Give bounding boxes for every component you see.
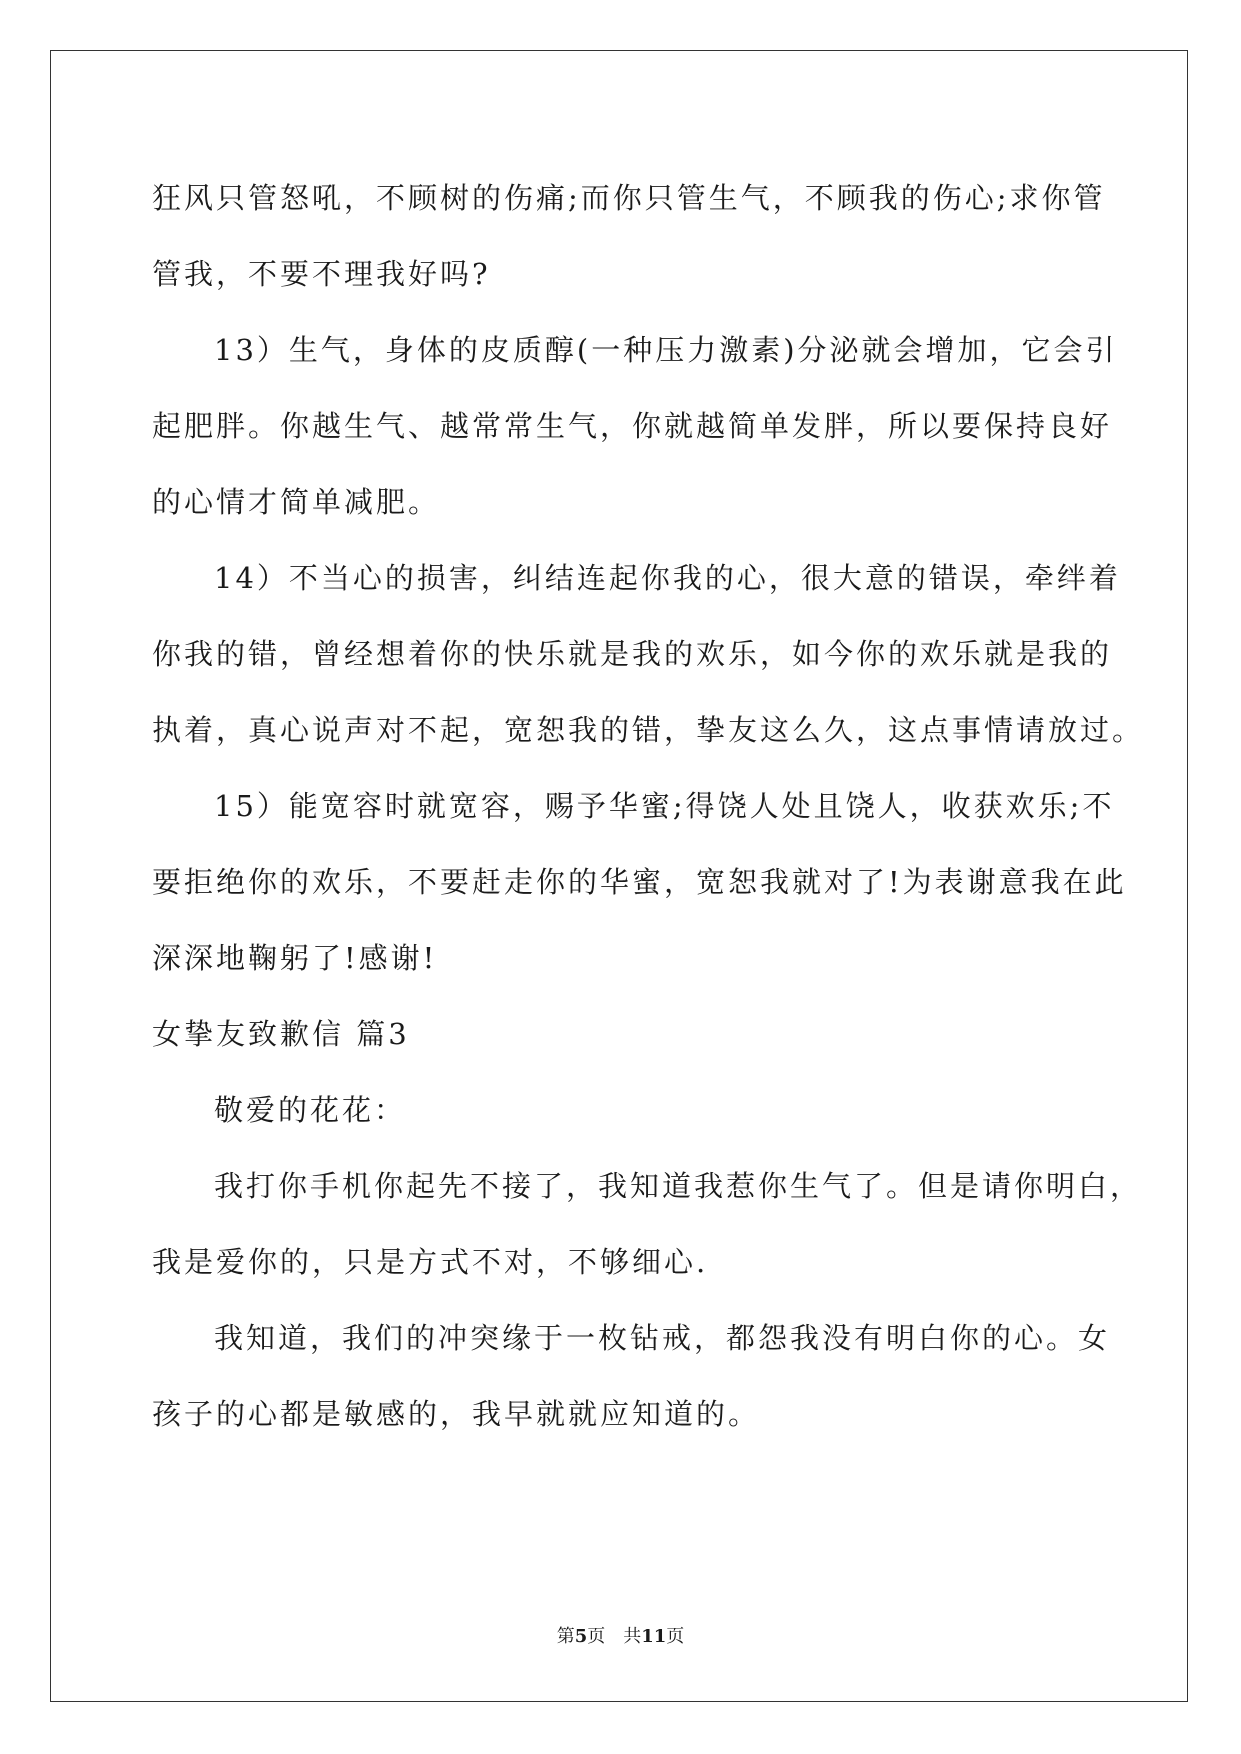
text-line: 执着，真心说声对不起，宽恕我的错，挚友这么久，这点事情请放过。 — [152, 713, 1145, 747]
letter-salutation: 敬爱的花花： — [214, 1093, 407, 1127]
text-line: 13）生气，身体的皮质醇(一种压力激素)分泌就会增加，它会引 — [214, 333, 1118, 367]
text-line: 你我的错，曾经想着你的快乐就是我的欢乐，如今你的欢乐就是我的 — [152, 637, 1113, 671]
footer-prefix: 第 — [556, 1626, 575, 1647]
text-line: 孩子的心都是敏感的，我早就就应知道的。 — [152, 1397, 761, 1431]
footer-mid: 页 共 — [587, 1626, 642, 1647]
text-line: 15）能宽容时就宽容，赐予华蜜;得饶人处且饶人，收获欢乐;不 — [214, 789, 1115, 823]
text-line: 的心情才简单减肥。 — [152, 485, 441, 519]
footer-suffix: 页 — [666, 1626, 685, 1647]
text-line: 14）不当心的损害，纠结连起你我的心，很大意的错误，牵绊着 — [214, 561, 1121, 595]
text-line: 深深地鞠躬了!感谢! — [152, 941, 438, 975]
current-page-number: 5 — [574, 1626, 588, 1647]
text-line: 我打你手机你起先不接了，我知道我惹你生气了。但是请你明白， — [214, 1169, 1143, 1203]
section-heading: 女挚友致歉信 篇3 — [152, 1017, 410, 1051]
text-line: 要拒绝你的欢乐，不要赶走你的华蜜，宽恕我就对了!为表谢意我在此 — [152, 865, 1127, 899]
text-line: 我知道，我们的冲突缘于一枚钻戒，都怨我没有明白你的心。女 — [214, 1321, 1111, 1355]
text-line: 狂风只管怒吼，不顾树的伤痛;而你只管生气，不顾我的伤心;求你管 — [152, 181, 1106, 215]
text-line: 管我，不要不理我好吗? — [152, 257, 491, 291]
document-body — [152, 160, 1145, 1452]
page-footer — [0, 1622, 1241, 1648]
total-page-number: 11 — [641, 1626, 667, 1647]
text-line: 起肥胖。你越生气、越常常生气，你就越简单发胖，所以要保持良好 — [152, 409, 1113, 443]
text-line: 我是爱你的，只是方式不对，不够细心. — [152, 1245, 709, 1279]
